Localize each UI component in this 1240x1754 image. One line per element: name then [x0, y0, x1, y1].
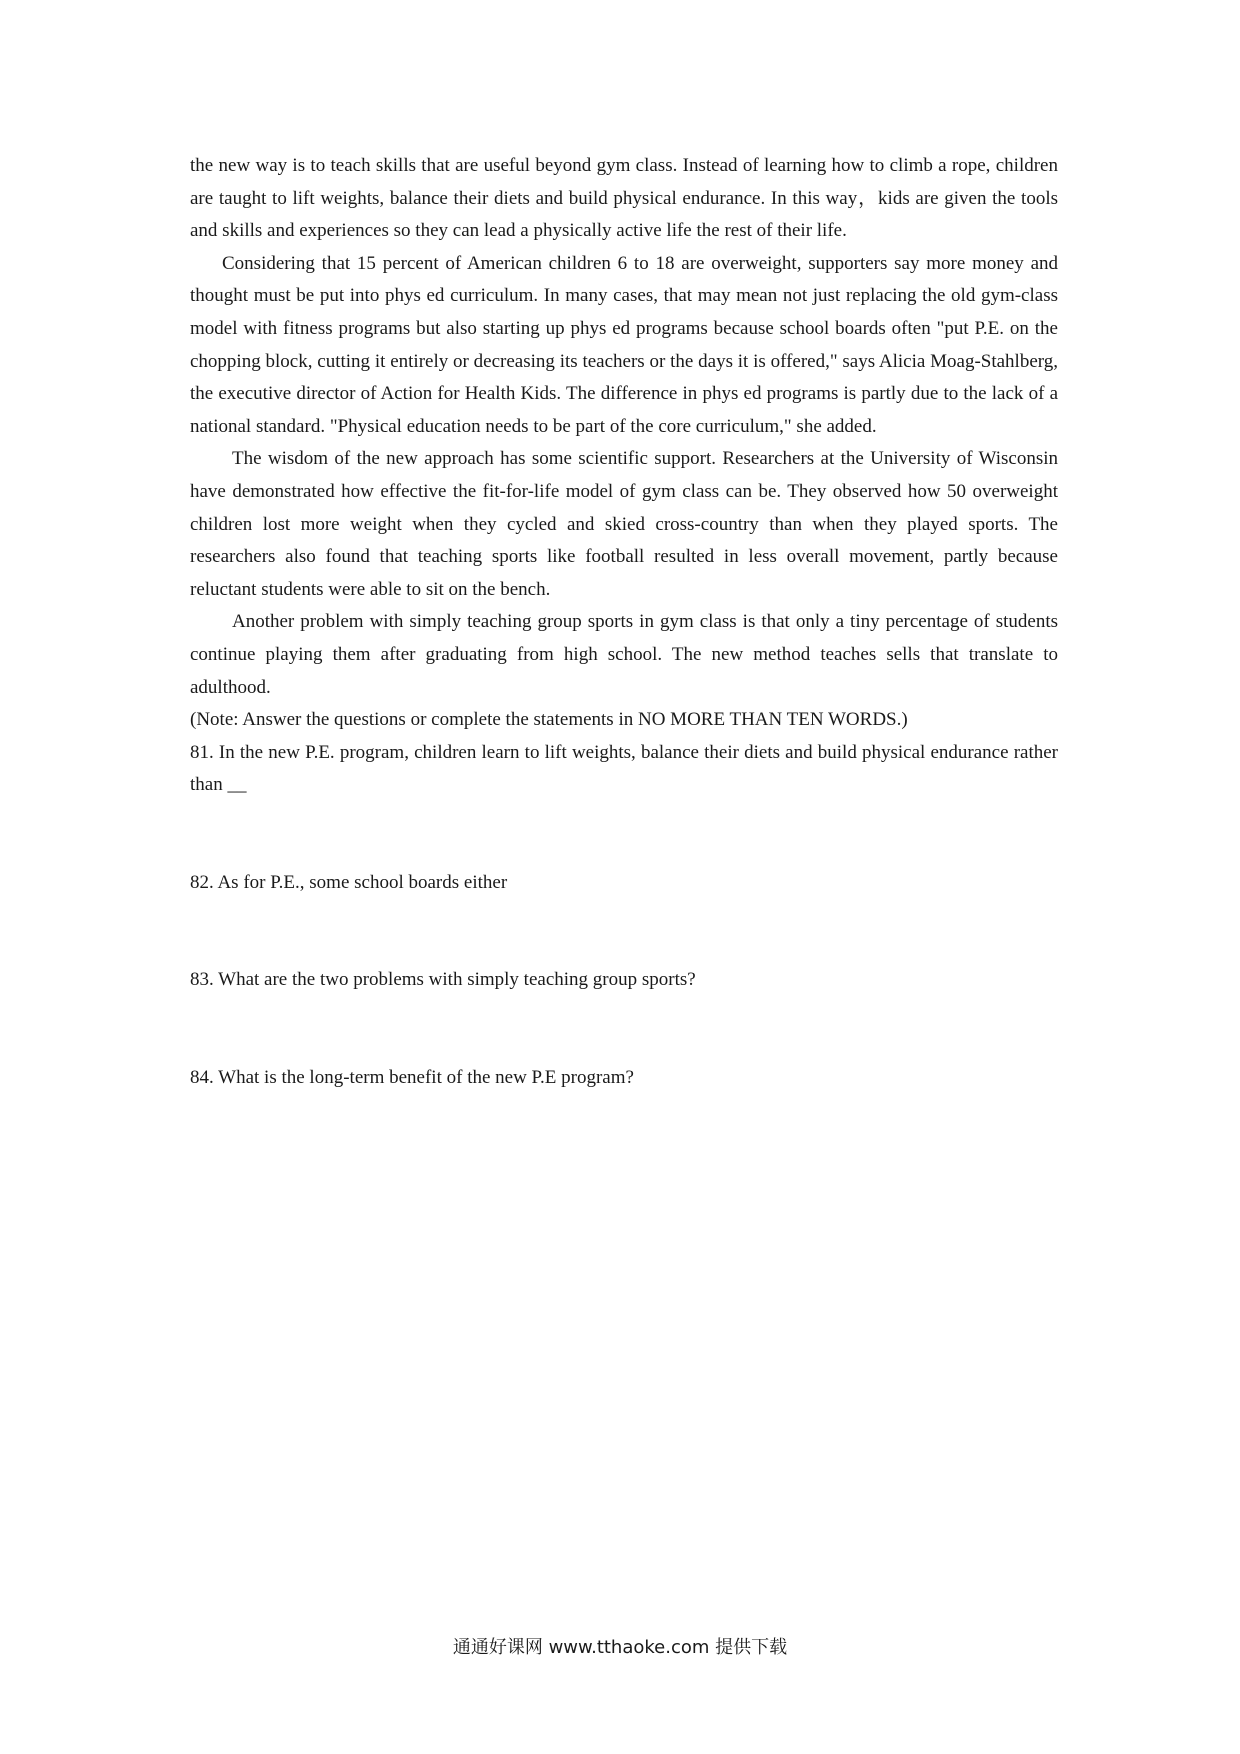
document-page — [190, 150, 1058, 1095]
passage-paragraph-4: Another problem with simply teaching group sports in gym class is that only a tiny percentage of students continue playing them after graduating from high school. The new method teaches sells that translate to adulthood. — [190, 611, 1058, 698]
passage-paragraph-3: The wisdom of the new approach has some scientific support. Researchers at the University of Wisconsin have demonstrated how effective the fit-for-life model of gym class can be. They observed how 50 overweight children lost more weight when they cycled and skied cross-country than when they played sports. The researchers also found that teaching sports like football resulted in less overall movement, partly because reluctant students were able to sit on the bench. — [190, 448, 1058, 600]
question-82: 82. As for P.E., some school boards either — [190, 871, 508, 893]
question-81: 81. In the new P.E. program, children learn to lift weights, balance their diets and build physical endurance rather than __ — [190, 741, 1058, 796]
passage-paragraph-1: the new way is to teach skills that are useful beyond gym class. Instead of learning how to climb a rope, children are taught to lift weights, balance their diets and build physical endurance. In this way，kids are given the tools and skills and experiences so they can lead a physically active life the rest of their life. — [190, 155, 1058, 242]
question-84: 84. What is the long-term benefit of the new P.E program? — [190, 1067, 634, 1089]
instructions-note: (Note: Answer the questions or complete the statements in NO MORE THAN TEN WORDS.) — [190, 709, 908, 731]
passage-paragraph-2: Considering that 15 percent of American children 6 to 18 are overweight, supporters say more money and thought must be put into phys ed curriculum. In many cases, that may mean not just replacing the old gym-class model with fitness programs but also starting up phys ed programs because school boards often "put P.E. on the chopping block, cutting it entirely or decreasing its teachers or the days it is offered," says Alicia Moag-Stahlberg, the executive director of Action for Health Kids. The difference in phys ed programs is partly due to the lack of a national standard. "Physical education needs to be part of the core curriculum," she added. — [190, 252, 1058, 437]
footer-source: 通通好课网 www.tthaoke.com 提供下载 — [452, 1637, 788, 1658]
question-83: 83. What are the two problems with simply teaching group sports? — [190, 969, 696, 991]
